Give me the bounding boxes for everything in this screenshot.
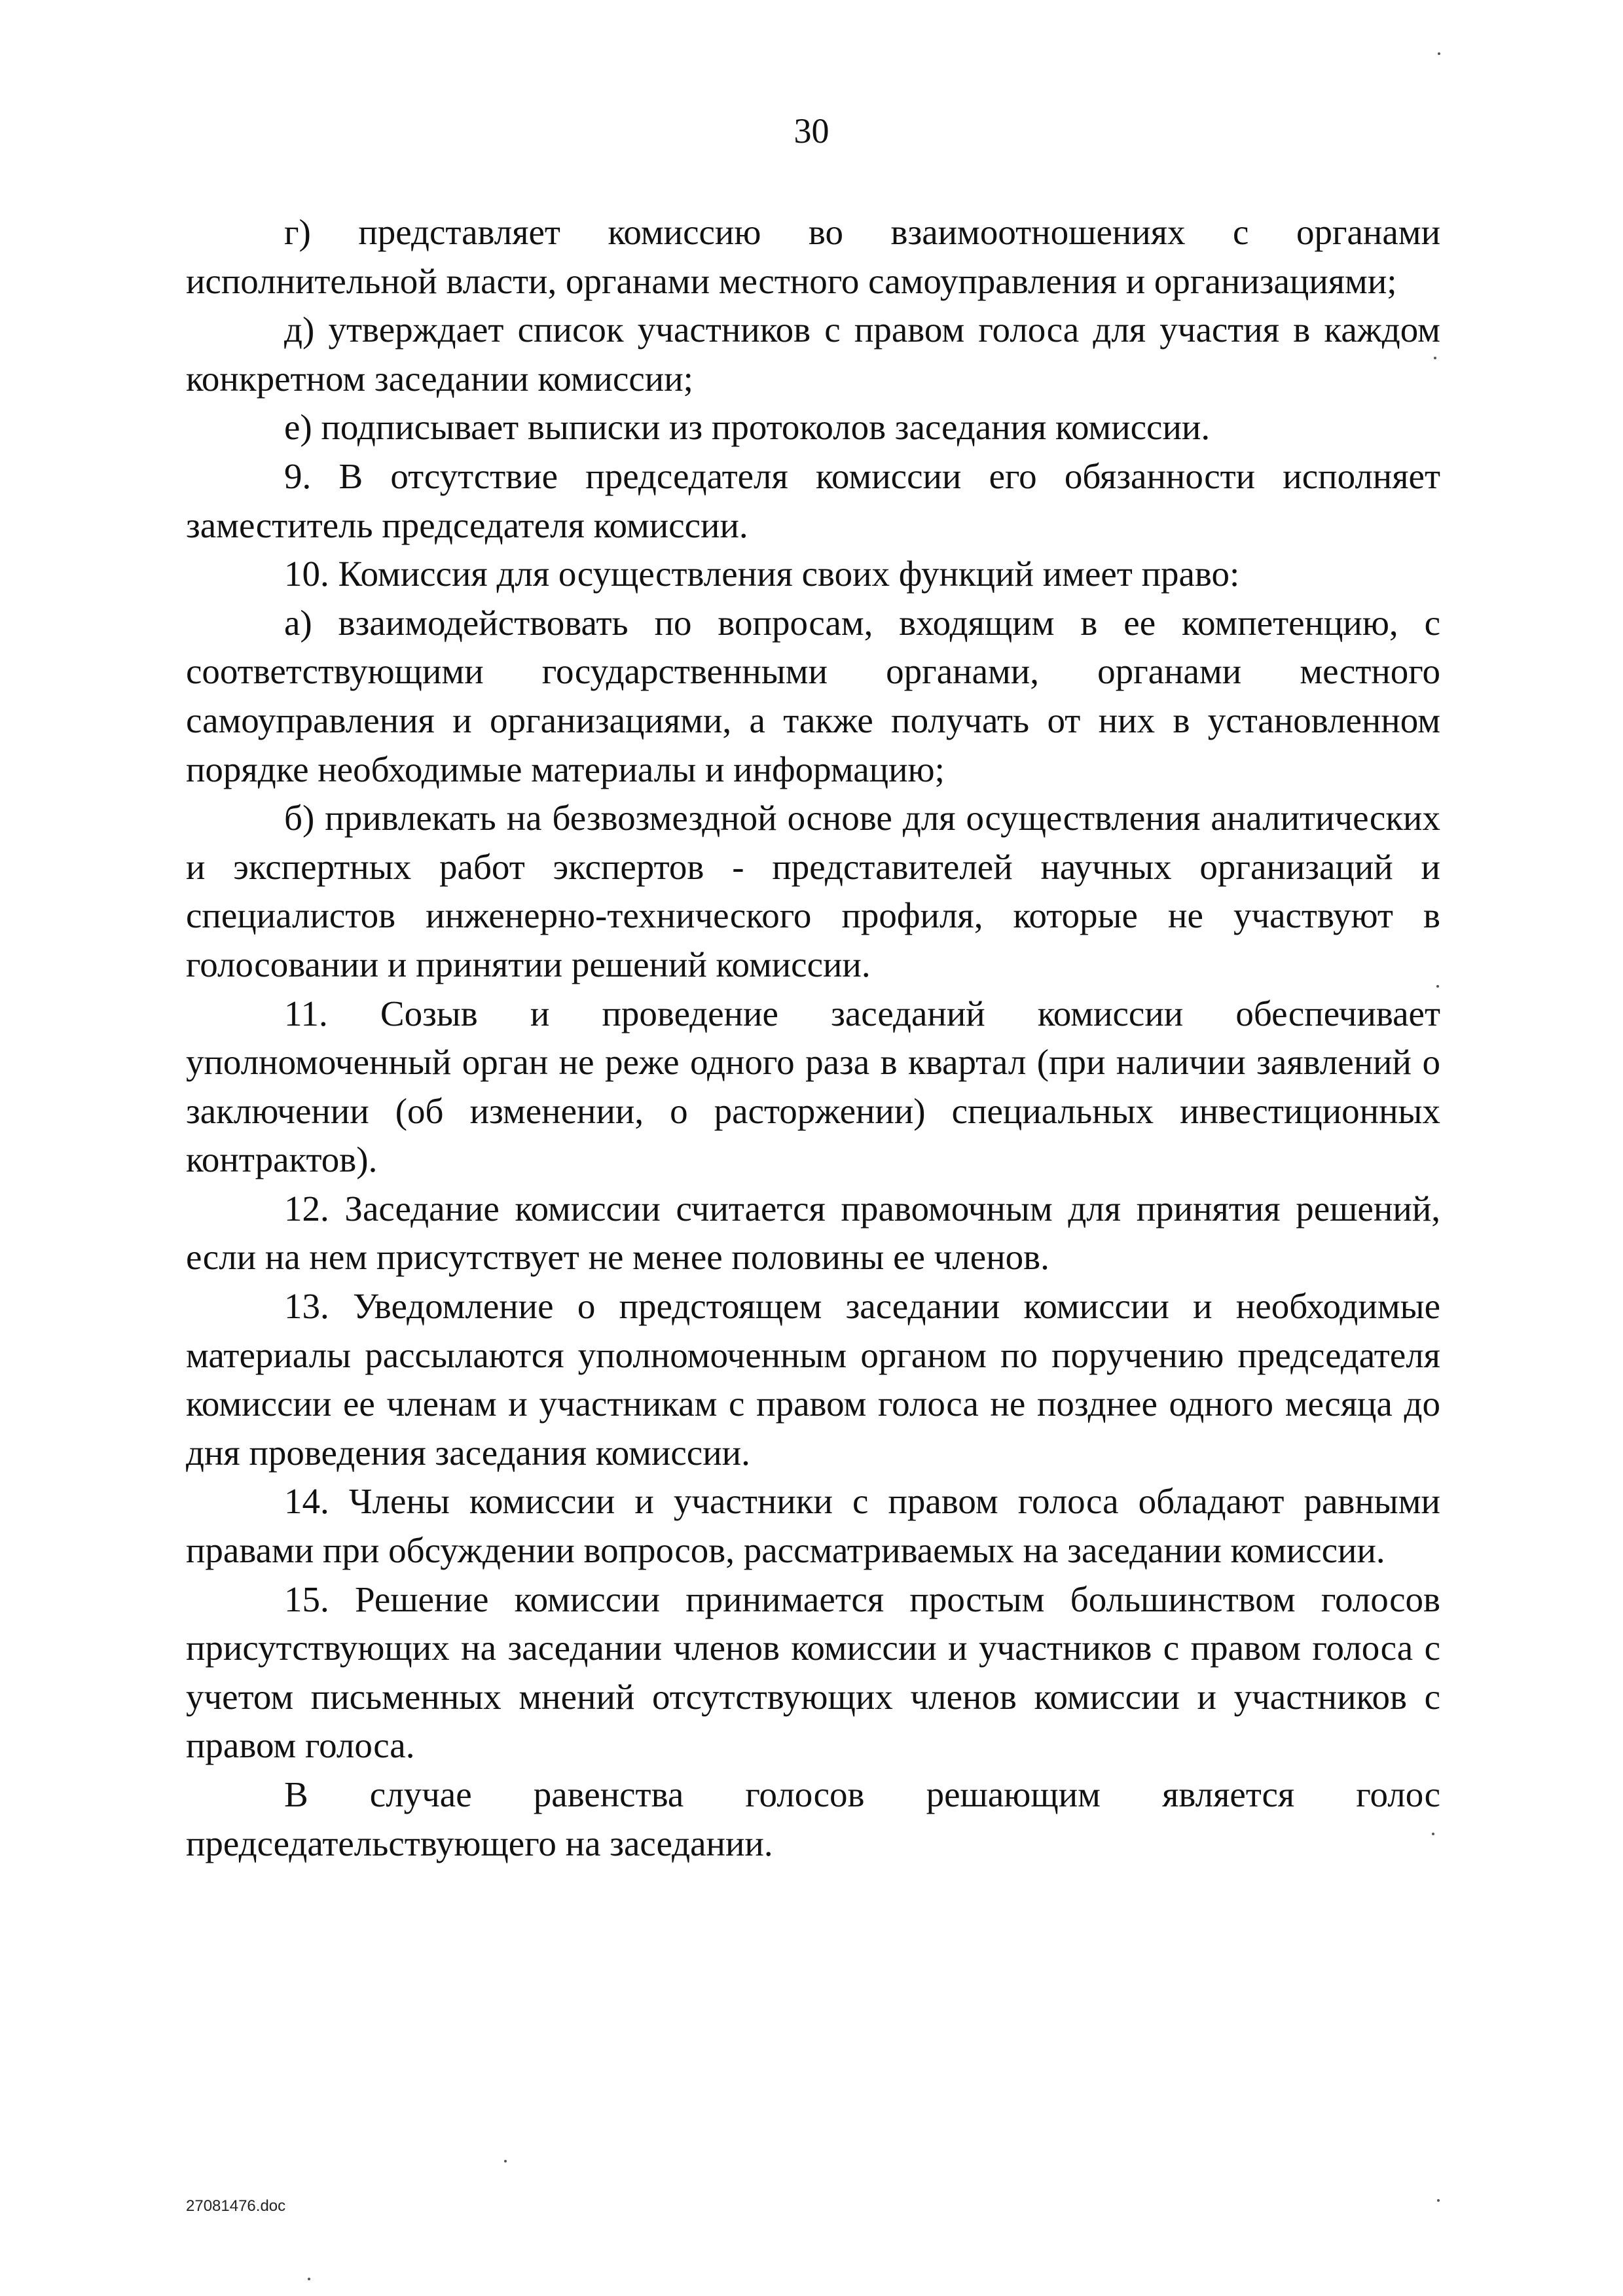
paragraph-15: 15. Решение комиссии принимается простым большинством голосов присутствующих на заседании членов комиссии и участников с правом голоса с учетом письменных мнений отсутствующих членов комиссии и участников с правом голоса. <box>186 1579 1440 1766</box>
paragraph-14: 14. Члены комиссии и участники с правом голоса обладают равными правами при обсуждении вопросов, рассматриваемых на заседании комиссии. <box>186 1481 1440 1571</box>
scan-speck <box>1436 985 1439 988</box>
scan-speck <box>1437 2199 1440 2202</box>
footer-filename: 27081476.doc <box>186 2197 286 2215</box>
document-body <box>186 208 1440 1868</box>
paragraph-item-b: б) привлекать на безвозмездной основе для осуществления аналитических и экспертных работ экспертов - представителей научных организаций и специалистов инженерно-технического профиля, которые не участвуют в голосовании и принятии решений комиссии. <box>186 798 1440 984</box>
paragraph-item-d: д) утверждает список участников с правом голоса для участия в каждом конкретном заседании комиссии; <box>186 310 1440 399</box>
paragraph-11: 11. Созыв и проведение заседаний комиссии обеспечивает уполномоченный орган не реже одного раза в квартал (при наличии заявлений о заключении (об изменении, о расторжении) специальных инвестиционных контрактов). <box>186 993 1440 1180</box>
scan-speck <box>1438 52 1440 55</box>
paragraph-item-a: а) взаимодействовать по вопросам, входящим в ее компетенцию, с соответствующими государственными органами, органами местного самоуправления и организациями, а также получать от них в установленном порядке необходимые материалы и информацию; <box>186 602 1440 789</box>
paragraph-tie-vote: В случае равенства голосов решающим является голос председательствующего на заседании. <box>186 1774 1440 1863</box>
paragraph-13: 13. Уведомление о предстоящем заседании комиссии и необходимые материалы рассылаются уполномоченным органом по поручению председателя комиссии ее членам и участникам с правом голоса не позднее одного месяца до дня проведения заседания комиссии. <box>186 1286 1440 1473</box>
scan-speck <box>504 2160 507 2162</box>
paragraph-12: 12. Заседание комиссии считается правомочным для принятия решений, если на нем присутствует не менее половины ее членов. <box>186 1188 1440 1278</box>
paragraph-item-g: г) представляет комиссию во взаимоотношениях с органами исполнительной власти, органами местного самоуправления и организациями; <box>186 212 1440 301</box>
page-number: 30 <box>793 111 830 151</box>
scan-speck <box>1434 357 1436 359</box>
paragraph-item-e: е) подписывает выписки из протоколов заседания комиссии. <box>284 407 1211 448</box>
scan-speck <box>1432 1833 1434 1835</box>
scan-speck <box>308 2278 310 2280</box>
paragraph-10: 10. Комиссия для осуществления своих функций имеет право: <box>284 554 1240 594</box>
paragraph-9: 9. В отсутствие председателя комиссии его обязанности исполняет заместитель председателя комиссии. <box>186 456 1440 545</box>
